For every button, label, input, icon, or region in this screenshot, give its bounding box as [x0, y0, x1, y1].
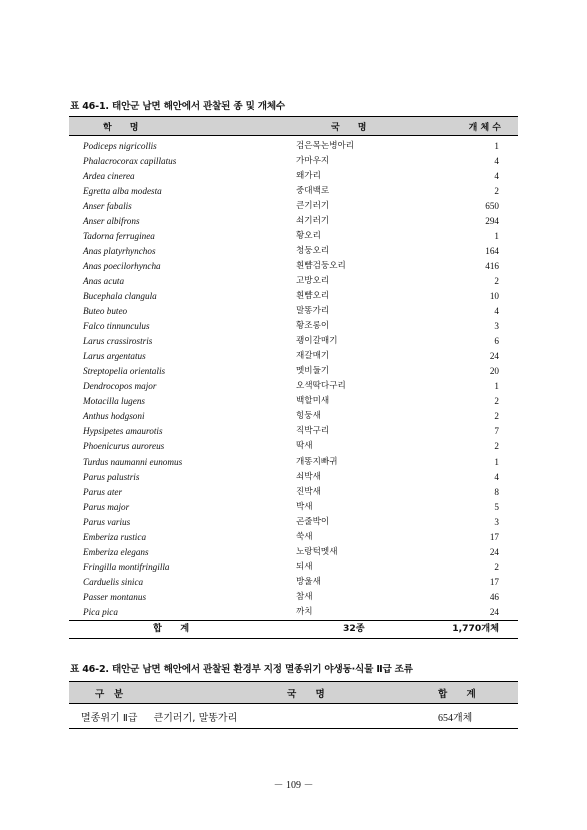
korean-name-cell: 검은목논병아리 — [296, 140, 355, 151]
korean-name-cell: 흰뺨검둥오리 — [296, 260, 346, 271]
korean-name-cell: 큰기러기 — [296, 200, 330, 211]
korean-name-cell: 쇠박새 — [296, 471, 321, 482]
scientific-name-cell: Motacilla lugens — [83, 396, 146, 407]
korean-name-cell: 오색딱다구리 — [296, 381, 346, 392]
count-cell: 4 — [494, 155, 499, 166]
scientific-name-cell: Hypsipetes amaurotis — [83, 426, 163, 437]
page-number: － 109 － — [273, 780, 314, 791]
count-cell: 2 — [494, 561, 499, 572]
total-count: 1,770개체 — [379, 620, 518, 638]
count-cell: 2 — [494, 185, 499, 196]
table-row — [69, 319, 518, 334]
scientific-name-cell: Tadorna ferruginea — [83, 230, 155, 241]
table-row — [69, 334, 518, 349]
count-cell: 17 — [489, 576, 499, 587]
table-row — [69, 213, 518, 228]
table-row — [69, 379, 518, 394]
count-cell: 1 — [494, 456, 499, 467]
scientific-name-cell: Falco tinnunculus — [83, 321, 150, 332]
table-row — [69, 153, 518, 168]
korean-name-cell: 노랑턱멧새 — [296, 546, 338, 557]
count-cell: 2 — [494, 275, 499, 286]
table-row — [69, 559, 518, 574]
scientific-name-cell: Pica pica — [83, 606, 118, 617]
table-row — [69, 544, 518, 559]
scientific-name-cell: Turdus naumanni eunomus — [83, 456, 183, 467]
species-value: 큰기러기, 말똥가리 — [153, 712, 238, 724]
total-value: 654개체 — [438, 704, 518, 729]
header-count: 개 체 수 — [379, 117, 518, 136]
count-cell: 3 — [494, 321, 499, 332]
count-cell: 17 — [489, 531, 499, 542]
count-cell: 2 — [494, 441, 499, 452]
scientific-name-cell: Larus crassirostris — [83, 336, 153, 347]
count-cell: 1 — [494, 230, 499, 241]
scientific-name-cell: Emberiza elegans — [83, 546, 149, 557]
korean-name-cell: 고방오리 — [296, 275, 330, 286]
count-cell: 4 — [494, 306, 499, 317]
korean-name-cell: 진박새 — [296, 486, 321, 497]
table-row — [69, 228, 518, 243]
korean-name-cell: 까치 — [296, 606, 313, 617]
table-row — [69, 304, 518, 319]
table-row — [69, 604, 518, 620]
count-cell: 7 — [494, 426, 499, 437]
table-row — [69, 424, 518, 439]
table1-caption: 표 46-1. 태안군 남면 해안에서 관찰된 종 및 개체수 — [70, 101, 285, 112]
category-cell — [69, 704, 438, 729]
scientific-name-cell: Anas platyrhynchos — [83, 245, 156, 256]
table-row — [69, 499, 518, 514]
korean-name-cell: 황오리 — [296, 230, 321, 241]
count-cell: 24 — [489, 351, 499, 362]
scientific-name-cell: Phoenicurus auroreus — [83, 441, 165, 452]
table2-header-row — [69, 682, 518, 704]
count-cell: 4 — [494, 471, 499, 482]
scientific-name-cell: Phalacrocorax capillatus — [83, 155, 177, 166]
table-row — [69, 288, 518, 303]
scientific-name-cell: Streptopelia orientalis — [83, 366, 166, 377]
korean-name-cell: 되새 — [296, 561, 313, 572]
count-cell: 3 — [494, 516, 499, 527]
korean-name-cell: 참새 — [296, 591, 313, 602]
count-cell: 1 — [494, 140, 499, 151]
count-cell: 8 — [494, 486, 499, 497]
korean-name-cell: 개똥지빠귀 — [296, 456, 338, 467]
korean-name-cell: 왜가리 — [296, 170, 321, 181]
scientific-name-cell: Podiceps nigricollis — [83, 140, 157, 151]
header-category: 구 분 — [69, 682, 195, 704]
count-cell: 5 — [494, 501, 499, 512]
scientific-name-cell: Anas poecilorhyncha — [83, 260, 161, 271]
count-cell: 10 — [489, 290, 499, 301]
category-value: 멸종위기 Ⅱ급 — [81, 712, 138, 724]
korean-name-cell: 딱새 — [296, 441, 313, 452]
count-cell: 20 — [489, 366, 499, 377]
table-row — [69, 364, 518, 379]
korean-name-cell: 쇠기러기 — [296, 215, 330, 226]
table-row — [69, 574, 518, 589]
scientific-name-cell: Parus ater — [83, 486, 123, 497]
table-row — [69, 394, 518, 409]
count-cell: 24 — [489, 606, 499, 617]
korean-name-cell: 힝둥새 — [296, 411, 321, 422]
korean-name-cell: 박새 — [296, 501, 313, 512]
count-cell: 650 — [485, 200, 499, 211]
scientific-name-cell: Fringilla montifringilla — [83, 561, 170, 572]
header-scientific-name: 학 명 — [69, 117, 283, 136]
table1-body — [69, 136, 518, 621]
table2-row — [69, 704, 518, 729]
table1-total-row — [69, 620, 518, 638]
table-row — [69, 198, 518, 213]
scientific-name-cell: Buteo buteo — [83, 306, 128, 317]
table-row — [69, 529, 518, 544]
scientific-name-cell: Anas acuta — [83, 275, 125, 286]
count-cell: 4 — [494, 170, 499, 181]
table1-header-row — [69, 117, 518, 136]
scientific-name-cell: Anser albifrons — [83, 215, 140, 226]
korean-name-cell: 방울새 — [296, 576, 321, 587]
table-row — [69, 454, 518, 469]
table-row — [69, 349, 518, 364]
korean-name-cell: 중대백로 — [296, 185, 330, 196]
scientific-name-cell: Egretta alba modesta — [83, 185, 162, 196]
table-row — [69, 168, 518, 183]
header-korean-name-2: 국 명 — [195, 682, 438, 704]
scientific-name-cell: Larus argentatus — [83, 351, 146, 362]
table-row — [69, 469, 518, 484]
scientific-name-cell: Ardea cinerea — [83, 170, 135, 181]
table-row — [69, 258, 518, 273]
korean-name-cell: 청둥오리 — [296, 245, 330, 256]
table-row — [69, 136, 518, 154]
korean-name-cell: 직박구리 — [296, 426, 330, 437]
count-cell: 24 — [489, 546, 499, 557]
table2-caption: 표 46-2. 태안군 남면 해안에서 관찰된 환경부 지정 멸종위기 야생동·식물 Ⅱ급 조류 — [70, 664, 413, 675]
table-row — [69, 514, 518, 529]
korean-name-cell: 가마우지 — [296, 155, 330, 166]
count-cell: 294 — [485, 215, 499, 226]
scientific-name-cell: Anser fabalis — [83, 200, 132, 211]
korean-name-cell: 괭이갈매기 — [296, 336, 338, 347]
korean-name-cell: 곤줄박이 — [296, 516, 330, 527]
korean-name-cell: 재갈매기 — [296, 351, 330, 362]
count-cell: 6 — [494, 336, 499, 347]
scientific-name-cell: Dendrocopos major — [83, 381, 157, 392]
table-row — [69, 439, 518, 454]
species-count-table — [69, 116, 518, 639]
count-cell: 416 — [485, 260, 499, 271]
scientific-name-cell: Carduelis sinica — [83, 576, 144, 587]
scientific-name-cell: Parus major — [83, 501, 130, 512]
endangered-species-table — [69, 681, 518, 729]
count-cell: 1 — [494, 381, 499, 392]
count-cell: 2 — [494, 396, 499, 407]
table-row — [69, 409, 518, 424]
scientific-name-cell: Parus palustris — [83, 471, 140, 482]
count-cell: 2 — [494, 411, 499, 422]
korean-name-cell: 쑥새 — [296, 531, 313, 542]
table-row — [69, 589, 518, 604]
scientific-name-cell: Passer montanus — [83, 591, 147, 602]
table-row — [69, 484, 518, 499]
total-species: 32종 — [283, 620, 379, 638]
count-cell: 46 — [489, 591, 499, 602]
header-korean-name: 국 명 — [283, 117, 379, 136]
total-label: 합 계 — [69, 620, 283, 638]
scientific-name-cell: Parus varius — [83, 516, 131, 527]
scientific-name-cell: Emberiza rustica — [83, 531, 147, 542]
korean-name-cell: 멧비둘기 — [296, 366, 330, 377]
table-row — [69, 183, 518, 198]
table-row — [69, 273, 518, 288]
scientific-name-cell: Anthus hodgsoni — [83, 411, 145, 422]
header-total: 합 계 — [438, 682, 518, 704]
count-cell: 164 — [485, 245, 499, 256]
korean-name-cell: 말똥가리 — [296, 306, 330, 317]
scientific-name-cell: Bucephala clangula — [83, 290, 157, 301]
korean-name-cell: 흰뺨오리 — [296, 290, 330, 301]
korean-name-cell: 백할미새 — [296, 396, 330, 407]
korean-name-cell: 황조롱이 — [296, 321, 330, 332]
table-row — [69, 243, 518, 258]
